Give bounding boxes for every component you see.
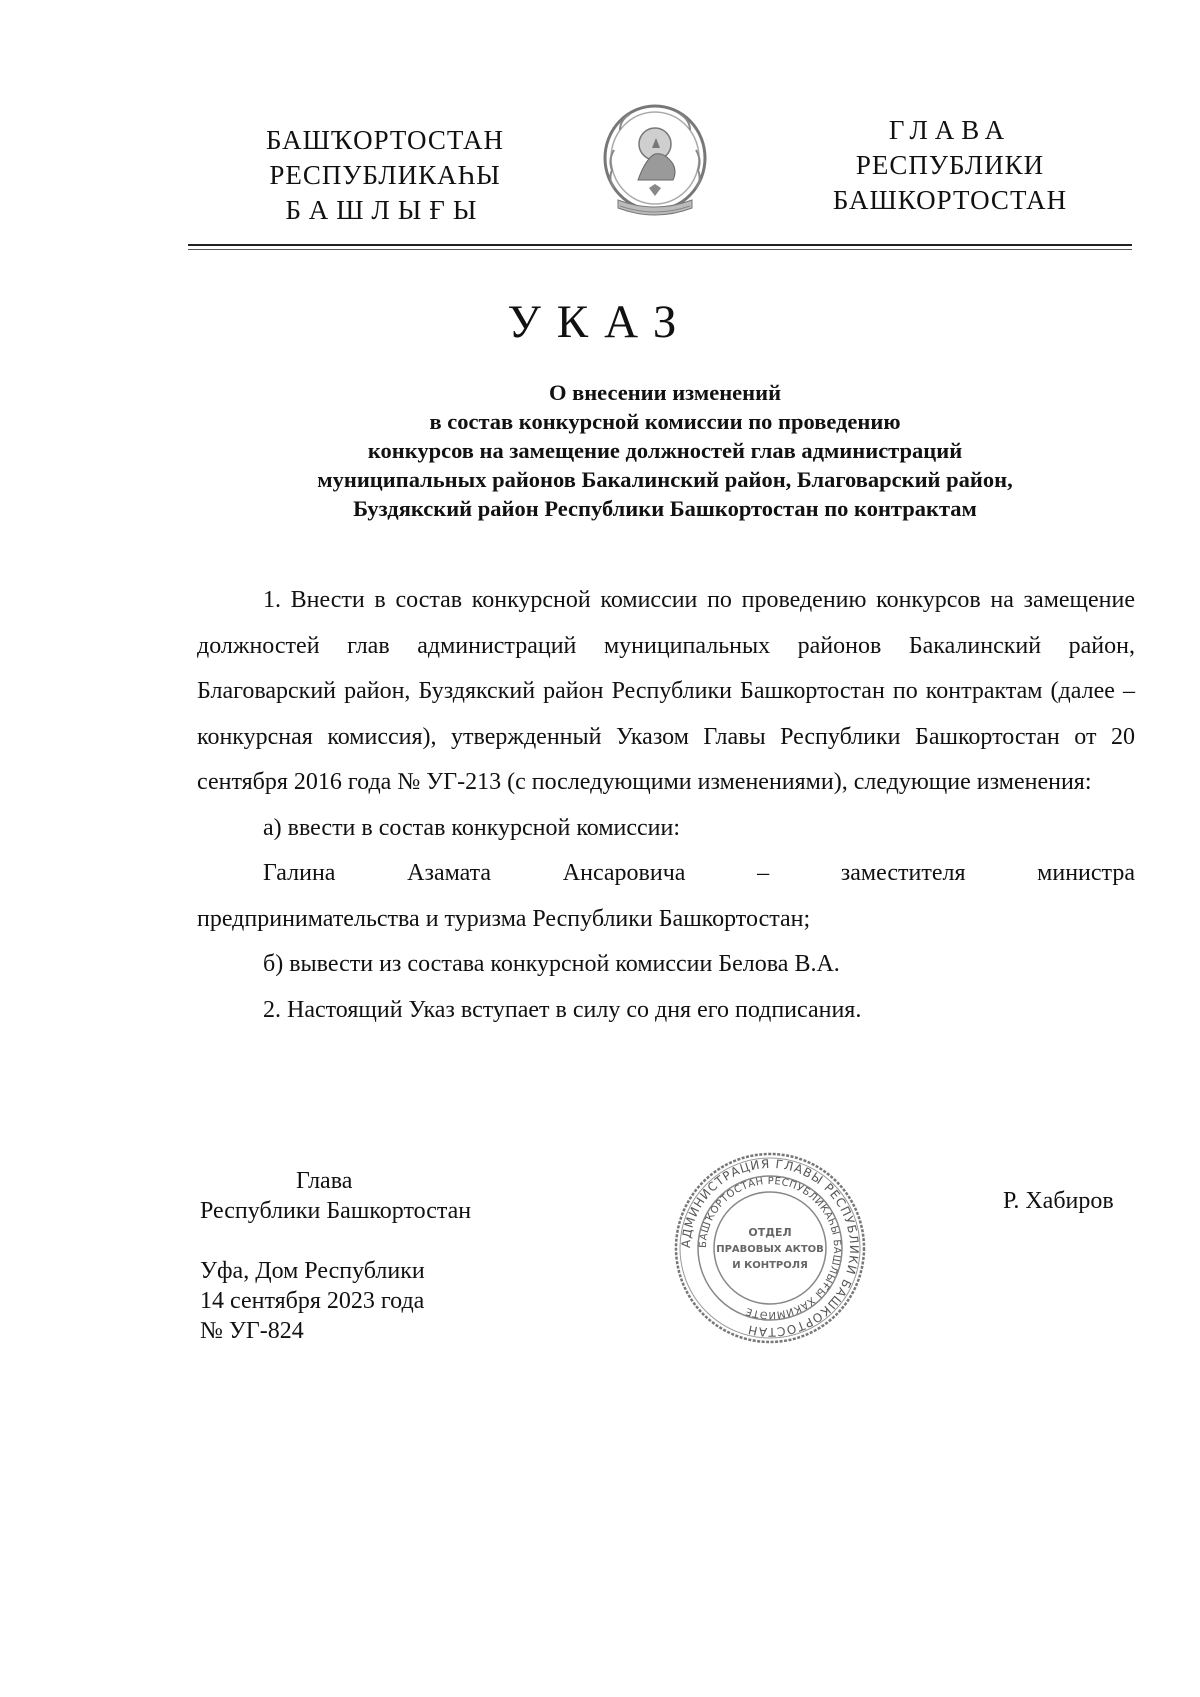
document-title xyxy=(200,378,1130,523)
title-line-5: Буздякский район Республики Башкортостан по контрактам xyxy=(353,496,977,521)
stamp-center-line-2: ПРАВОВЫХ АКТОВ xyxy=(716,1244,824,1255)
header-divider-thick xyxy=(188,244,1132,246)
clause-1a: а) ввести в состав конкурсной комиссии: xyxy=(263,814,681,841)
issue-date: 14 сентября 2023 года xyxy=(200,1288,425,1314)
signatory-title-line-2: Республики Башкортостан xyxy=(200,1198,472,1224)
document-type: УКАЗ xyxy=(507,296,693,348)
stamp-center-line-3: И КОНТРОЛЯ xyxy=(732,1260,808,1271)
title-line-3: конкурсов на замещение должностей глав администраций xyxy=(367,438,963,463)
clause-2: 2. Настоящий Указ вступает в силу со дня его подписания. xyxy=(263,996,862,1023)
header-right-russian xyxy=(780,113,1120,218)
stamp-center-line-1: ОТДЕЛ xyxy=(748,1226,792,1239)
header-left-line-2: РЕСПУБЛИКАҺЫ xyxy=(269,160,501,190)
signer-name: Р. Хабиров xyxy=(1003,1188,1114,1214)
appointee-line-2: предпринимательства и туризма Республики Башкортостан; xyxy=(197,905,811,932)
header-left-bashkir xyxy=(225,123,545,228)
title-line-2: в состав конкурсной комиссии по проведению xyxy=(429,409,901,434)
signatory-title xyxy=(200,1166,471,1226)
header-left-line-3: БАШЛЫҒЫ xyxy=(285,195,485,225)
header-right-line-1: ГЛАВА xyxy=(888,115,1012,145)
stamp-outer-ring-text: АДМИНИСТРАЦИЯ ГЛАВЫ РЕСПУБЛИКИ БАШКОРТОСТАН xyxy=(678,1156,862,1340)
header-right-line-3: БАШКОРТОСТАН xyxy=(832,185,1068,215)
appointee-line-1: Галина Азамата Ансаровича – заместителя министра xyxy=(263,860,1135,886)
stamp-inner-ring-text: БАШҠОРТОСТАН РЕСПУБЛИКАҺЫ БАШЛЫҒЫ ХАКИМИӘТЕ xyxy=(697,1175,843,1321)
bashkortostan-coat-of-arms-icon xyxy=(600,100,710,230)
header-left-line-1: БАШҠОРТОСТАН xyxy=(265,125,505,155)
official-seal-stamp xyxy=(670,1148,870,1348)
title-line-4: муниципальных районов Бакалинский район, Благоварский район, xyxy=(317,467,1013,492)
signatory-title-line-1: Глава xyxy=(296,1168,353,1194)
document-body xyxy=(197,578,1135,1033)
header-divider-thin xyxy=(188,249,1132,250)
title-line-1: О внесении изменений xyxy=(548,380,782,405)
clause-1: 1. Внести в состав конкурсной комиссии по проведению конкурсов на замещение должностей глав администраций муниципальных районов Бакалинский район, Благоварский район, Буздякский район Республики Башкортостан по контрактам (далее – конкурсная комиссия), утвержденный Указом Главы Республики Башкортостан от 20 сентября 2016 года № УГ-213 (с последующими изменениями), следующие изменения: xyxy=(197,587,1135,795)
header-right-line-2: РЕСПУБЛИКИ xyxy=(855,150,1045,180)
issue-place: Уфа, Дом Республики xyxy=(200,1258,425,1284)
issue-details xyxy=(200,1256,425,1346)
clause-1b: б) вывести из состава конкурсной комиссии Белова В.А. xyxy=(263,951,840,977)
issue-number: № УГ-824 xyxy=(200,1318,304,1344)
